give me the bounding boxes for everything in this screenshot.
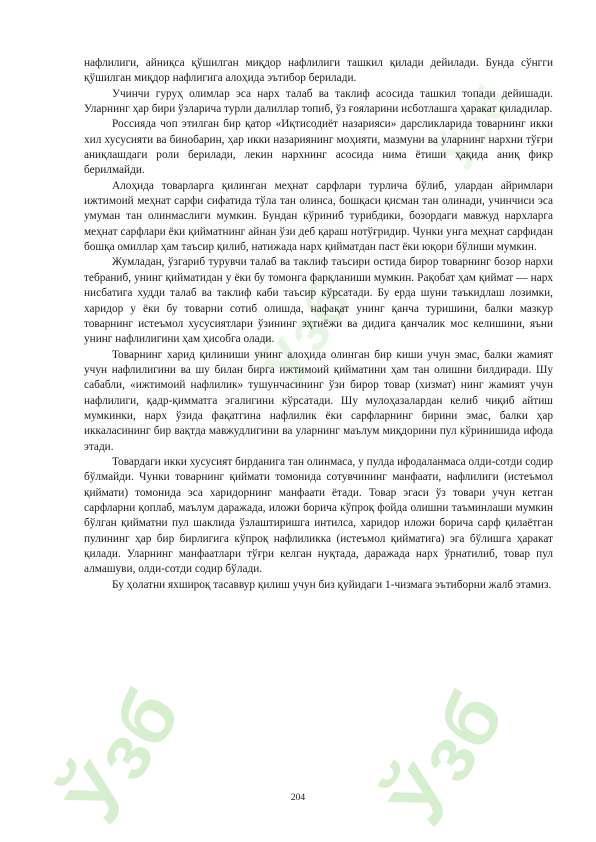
watermark-text: Ўзб: [430, 75, 523, 179]
paragraph: Товарнинг харид қилиниши унинг алоҳида олинган бир киши учун эмас, балки жамият учун нафлилигини ва шу билан бирга ижтимоий қийматини ҳам тан олишни билдиради. Шу сабабли, «ижтимоий нафлилик» тушунчасининг ўзи бирор товар (хизмат) нинг жамият учун нафлилиги, қадр-қимматга эгалигини кўрсатади. Шу мулоҳазалардан келиб чиқиб айтиш мумкинки, нарх ўзида фақатгина нафлилик ёки сарфларнинг бирини эмас, балки ҳар иккаласининг бир вақтда мавжудлигини ва уларнинг маълум миқдорини пул кўринишида ифода этади.: [84, 348, 553, 453]
watermark-text: Ўзб: [250, 268, 366, 397]
body-text: [84, 56, 553, 593]
paragraph: Алоҳида товарларга қилинган меҳнат сарфлари турлича бўлиб, улардан айримлари ижтимоий меҳнат сарфи сифатида тўла тан олинса, бошқаси қисман тан олинади, учинчиси эса умуман тан олинмаслиги мумкин. Бундан кўриниб турибдики, бозордаги мавжуд нархларга меҳнат сарфлари ёки қийматнинг айнан ўзи деб қараш нотўғридир. Чунки унга меҳнат сарфидан бошқа омиллар ҳам таъсир қилиб, натижада нарх қийматдан паст ёки юқори бўлиши мумкин.: [84, 179, 553, 254]
page-number: 204: [290, 793, 306, 803]
watermark-text: Ўзб: [48, 672, 198, 838]
watermark-text: Ўзб: [372, 674, 522, 840]
paragraph: Жумладан, ўзгариб турувчи талаб ва таклиф таъсири остида бирор товарнинг бозор нархи тебраниб, унинг қийматидан у ёки бу томонга фарқланиши мумкин. Рақобат ҳам қиймат — нарх нисбатига худди талаб ва таклиф каби таъсир кўрсатади. Бу ерда шуни таъкидлаш лозимки, харидор у ёки бу товарни сотиб олишда, нафақат унинг қанча туришини, балки мазкур товарнинг истеъмол хусусиятлари ўзининг эҳтиёжи ва дидига қанчалик мос келишини, яъни унинг нафлилигини ҳам ҳисобга олади.: [84, 256, 553, 346]
paragraph: Товардаги икки хусусият бирданига тан олинмаса, у пулда ифодаланмаса олди-сотди содир бўлмайди. Чунки товарнинг қиймати томонида сотувчининг манфаати, нафлилиги (истеъмол қиймати) томонида эса харидорнинг манфаати ётади. Товар эгаси ўз товари учун кетган сарфларни қоплаб, маълум даражада, иложи борича кўпроқ фойда олишни таъминлаши мумкин бўлган қийматни пул шаклида ўзлаштиришга интилса, харидор иложи борича сарф қилаётган пулининг ҳар бир бирлигига кўпроқ нафлиликка (истеъмол қийматига) эга бўлишга ҳаракат қилади. Уларнинг манфаатлари тўғри келган нуқтада, даражада нарх ўрнатилиб, товар пул алмашуви, олди-сотди содир бўлади.: [84, 455, 553, 576]
paragraph: Бу ҳолатни яхшироқ тасаввур қилиш учун биз қуйидаги 1-чизмага эътиборни жалб этамиз.: [112, 578, 552, 591]
paragraph: нафлилиги, айниқса қўшилган миқдор нафлилиги ташкил қилади дейилади. Бунда сўнгги қўшилган миқдор нафлигига алоҳида эътибор берилади.: [84, 57, 553, 85]
paragraph: Россияда чоп этилган бир қатор «Иқтисодиёт назарияси» дарсликларида товарнинг икки хил хусусияти ва бинобарин, ҳар икки назариянинг моҳияти, мазмуни ва уларнинг нархни тўғри аниқлашдаги роли берилади, лекин нархнинг асосида нима ётиши ҳақида аниқ фикр берилмайди.: [84, 118, 553, 177]
paragraph: Учинчи гуруҳ олимлар эса нарх талаб ва таклиф асосида ташкил топади дейишади. Уларнинг ҳар бири ўзларича турли далиллар топиб, ўз ғояларини исботлашга ҳаракат қиладилар.: [84, 87, 553, 116]
